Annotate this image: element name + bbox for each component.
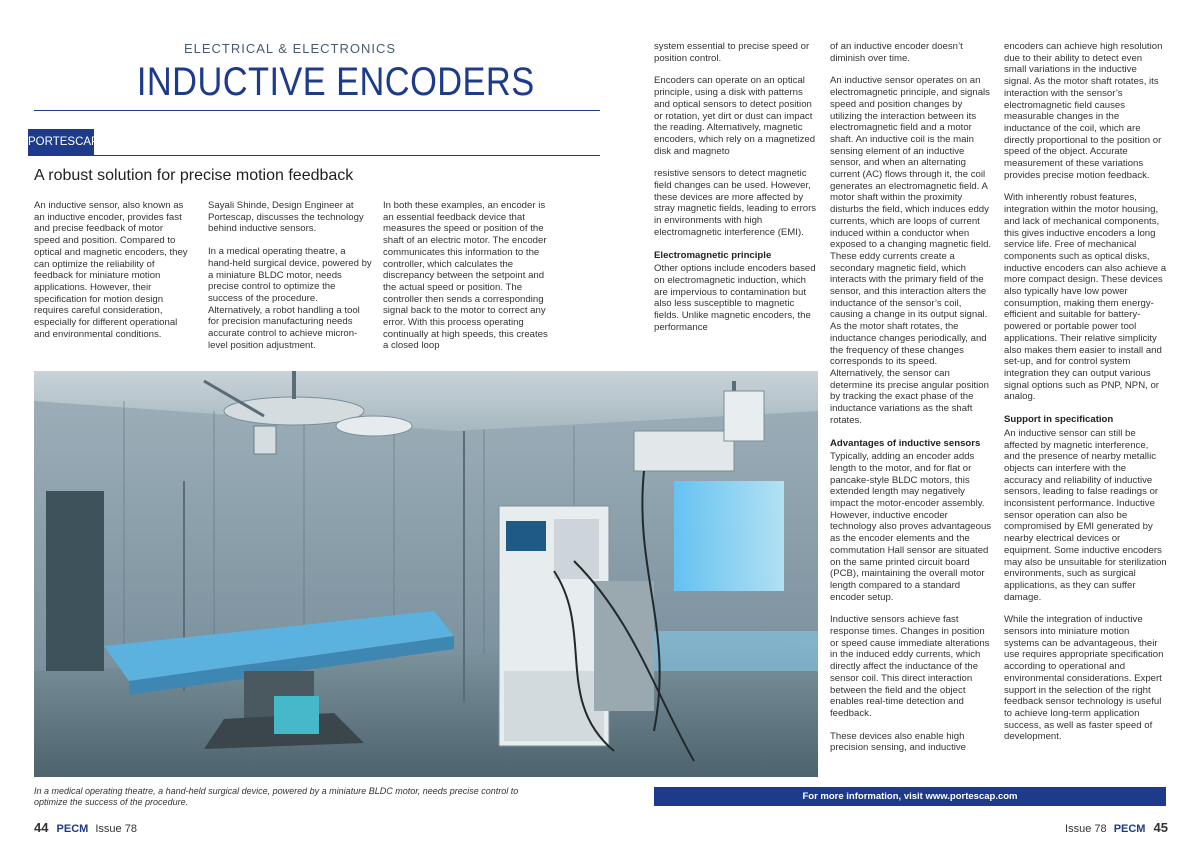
- paragraph: These devices also enable high precision sensing, and inductive: [830, 730, 966, 754]
- paragraph: In a medical operating theatre, a hand-held surgical device, powered by a miniature BLDC motor, needs precise control to optimize the success of the procedure. Alternatively, a robot handling a tool for precision manufacturing needs accurate control to achieve micron-level position adjustment.: [208, 246, 372, 351]
- left-folio: [34, 820, 137, 835]
- column-2: [208, 200, 372, 362]
- section-heading: Advantages of inductive sensors: [830, 437, 981, 449]
- magazine-brand: PECM: [1113, 823, 1146, 835]
- right-folio: [1060, 820, 1168, 835]
- column-intro: [34, 200, 188, 351]
- paragraph: An inductive sensor can still be affected by magnetic interference, and the presence of nearby metallic objects can interfere with the accuracy and reliability of inductive sensors, leading to false readings or inconsistent performance. Inductive sensor operation can also be compromised by EMI generated by nearby electrical devices or equipment. Some inductive encoders may also be unsuitable for sterilization environments, such as surgical applications, as they can suffer damage.: [1004, 427, 1167, 603]
- column-4: [654, 41, 818, 344]
- issue-label: Issue 78: [95, 823, 137, 835]
- paragraph: resistive sensors to detect magnetic field changes can be used. However, these devices are more affected by stray magnetic fields, leading to errors in environments with high electromagnetic interference (EMI).: [654, 168, 817, 238]
- more-info-bar[interactable]: For more information, visit www.portescap.com: [654, 787, 1166, 806]
- paragraph: Encoders can operate on an optical principle, using a disk with patterns and optical sensors to detect position or rotation, yet dirt or dust can impact the reading. Alternatively, magnetic encoders, which rely on a magnetized disk and magneto: [654, 75, 816, 157]
- operating-theatre-photo: [34, 371, 818, 777]
- paragraph: Typically, adding an encoder adds length to the motor, and for flat or pancake-style BLDC motors, this extended length may negatively impact the motor-encoder assembly. However, inductive encoder technology also proves advantageous as the encoder elements and the commutation Hall sensor are situated on the same printed circuit board (PCB), maintaining the overall motor length compared to a standard encoder setup.: [830, 451, 992, 603]
- column-6: [1004, 41, 1167, 754]
- issue-label: Issue 78: [1065, 823, 1107, 835]
- page-number: 45: [1153, 820, 1168, 835]
- paragraph: An inductive sensor operates on an electromagnetic principle, and signals speed and position changes by utilizing the interaction between its electromagnetic field and a motor shaft. An inductive coil is the main sensing element of an inductive sensor, and when an alternating current (AC) flows through it, the coil generates an electromagnetic field. A motor shaft within the proximity disturbs the field, which induces eddy currents, which are loops of current induced within a conductor when exposed to a changing magnetic field. These eddy currents create a secondary magnetic field, which interacts with the primary field of the sensor, and this interaction alters the inductance of the sensor’s coil, causing a change in its output signal. As the motor shaft rotates, the inductance changes periodically, and the frequency of these changes corresponds to its speed. Alternatively, the sensor can determine its precise angular position by tracking the exact phase of the inductance variations as the shaft rotates.: [830, 75, 992, 426]
- paragraph: system essential to precise speed or position control.: [654, 41, 810, 64]
- section-heading: Electromagnetic principle: [654, 249, 772, 261]
- page-number: 44: [34, 820, 49, 835]
- paragraph: With inherently robust features, integration within the motor housing, and lack of mechanical components, this gives inductive encoders a long service life. Free of mechanical components such as optical disks, inductive encoders can also achieve a more compact design. These devices also typically have low power consumption, making them energy-efficient and suitable for battery-powered or portable power tool applications. Their relative simplicity also makes them easier to install and set-up, and for control system integration they can output various signal options such as PNP, NPN, or analog.: [1004, 192, 1167, 403]
- paragraph: An inductive sensor, also known as an inductive encoder, provides fast and precise feedback of motor speed and position. Compared to optical and magnetic encoders, they can optimize the reliability of feedback for miniature motion applications. However, their specification for motion design requires careful consideration, especially for different operational and environmental conditions.: [34, 200, 188, 340]
- paragraph: In both these examples, an encoder is an essential feedback device that measures the speed or position of the shaft of an electric motor. The encoder communicates this information to the controller, which calculates the discrepancy between the setpoint and the actual speed or position. The controller then sends a corresponding signal back to the motor to correct any error. With this process operating continually at high speeds, this creates a closed loop: [383, 200, 548, 352]
- magazine-brand: PECM: [56, 823, 89, 835]
- paragraph: encoders can achieve high resolution due to their ability to detect even small variations in the inductive signal. As the motor shaft rotates, its interaction with the sensor’s electromagnetic field causes measurable changes in the inductance of the coil, which are directly proportional to the position or speed of the object. Accurate measurement of these variations provides precise motion feedback.: [1004, 41, 1163, 181]
- paragraph: Inductive sensors achieve fast response times. Changes in position or speed cause immediate alterations in the induced eddy currents, which directly affect the inductance of the sensor coil. This direct interaction between the field and the object enables real-time detection and feedback.: [830, 614, 990, 719]
- paragraph: Other options include encoders based on electromagnetic induction, which are impervious to contamination but also less susceptible to magnetic fields. Unlike magnetic encoders, the performance: [654, 263, 816, 333]
- section-heading: Support in specification: [1004, 414, 1114, 426]
- tag-divider: [28, 155, 600, 156]
- photo-caption: In a medical operating theatre, a hand-held surgical device, powered by a miniature BLDC motor, needs precise control to optimize the success of the procedure.: [34, 786, 519, 807]
- column-3: [383, 200, 548, 363]
- title-divider: [34, 110, 600, 111]
- paragraph: Sayali Shinde, Design Engineer at Portescap, discusses the technology behind inductive sensors.: [208, 200, 364, 235]
- paragraph: While the integration of inductive sensors into miniature motion systems can be advantageous, their use requires appropriate specification according to operational and environmental considerations. Expert support in the selection of the right feedback sensor technology is useful to achieve long-term application success, as well as faster speed of development.: [1004, 614, 1164, 743]
- photo-illustration: [34, 371, 818, 777]
- section-label: ELECTRICAL & ELECTRONICS: [183, 41, 397, 56]
- article-subtitle: A robust solution for precise motion feedback: [34, 167, 354, 184]
- column-5: [830, 41, 992, 765]
- company-tag: PORTESCAP: [28, 129, 94, 155]
- paragraph: of an inductive encoder doesn’t diminish over time.: [830, 41, 963, 64]
- page-title: INDUCTIVE ENCODERS: [136, 60, 535, 104]
